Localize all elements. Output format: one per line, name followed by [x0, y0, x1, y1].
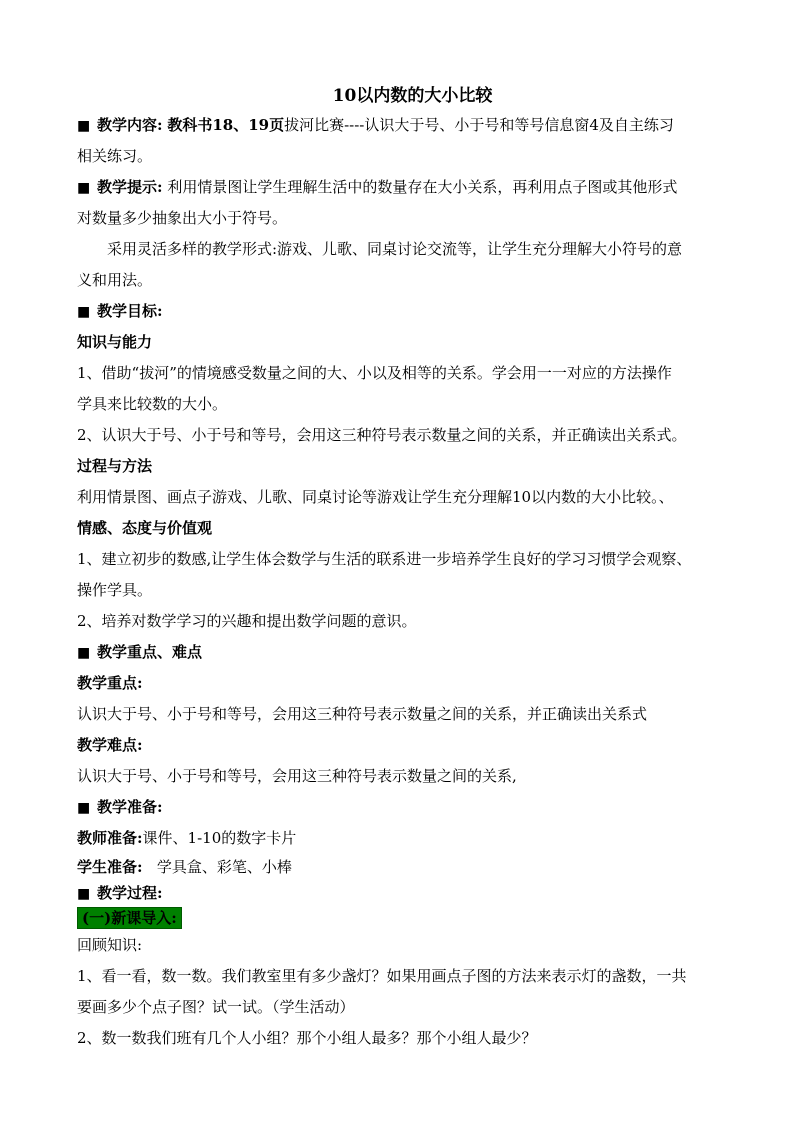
student-prep-line — [77, 854, 720, 880]
bullet-square: ■ — [77, 800, 91, 816]
keypoint-label: 教学重点、难点 — [97, 643, 203, 661]
document-page — [77, 82, 720, 1054]
section1-line — [77, 906, 720, 930]
prep-heading — [77, 792, 720, 823]
emotion-1a: 1、建立初步的数感,让学生体会数学与生活的联系进一步培养学生良好的学习习惯学会观察、 — [77, 550, 692, 568]
prep-label: 教学准备: — [97, 798, 163, 816]
content-line-1 — [77, 110, 720, 141]
bullet-square: ■ — [77, 118, 91, 134]
emotion-heading: 情感、态度与价值观 — [77, 519, 213, 537]
teacher-prep-line — [77, 823, 720, 854]
emotion-2: 2、培养对数学学习的兴趣和提出数学问题的意识。 — [77, 612, 417, 630]
review-1b: 要画多少个点子图？试一试。（学生活动） — [77, 998, 355, 1016]
process2-heading — [77, 880, 720, 906]
goal-label: 教学目标: — [97, 302, 163, 320]
difficulty-heading: 教学难点: — [77, 736, 143, 754]
knowledge-2: 2、认识大于号、小于号和等号，会用这三种符号表示数量之间的关系，并正确读出关系式。 — [77, 426, 687, 444]
content-label: 教学内容: — [97, 116, 163, 134]
method-line-1: 采用灵活多样的教学形式:游戏、儿歌、同桌讨论交流等，让学生充分理解大小符号的意 — [107, 240, 683, 258]
focus-text: 认识大于号、小于号和等号，会用这三种符号表示数量之间的关系，并正确读出关系式 — [77, 705, 648, 723]
content-text: 拔河比赛----认识大于号、小于号和等号信息窗4及自主练习 — [284, 116, 674, 134]
section1-highlight: (一)新课导入: — [77, 907, 182, 929]
student-prep-text: 学具盒、彩笔、小棒 — [156, 858, 292, 876]
keypoint-heading — [77, 637, 720, 668]
goal-heading — [77, 296, 720, 327]
process2-label: 教学过程: — [97, 884, 163, 902]
page-title: 10以内数的大小比较 — [332, 86, 493, 106]
review-1a: 1、看一看，数一数。我们教室里有多少盏灯？如果用画点子图的方法来表示灯的盏数，一共 — [77, 967, 687, 985]
process-text: 利用情景图、画点子游戏、儿歌、同桌讨论等游戏让学生充分理解10以内数的大小比较。、 — [77, 488, 674, 506]
method-line-2: 义和用法。 — [77, 271, 153, 289]
bullet-square: ■ — [77, 180, 91, 196]
review-2: 2、数一数我们班有几个人小组？那个小组人最多？那个小组人最少？ — [77, 1029, 537, 1047]
content-line-2: 相关练习。 — [77, 147, 153, 165]
knowledge-1a: 1、借助“拔河”的情境感受数量之间的大、小以及相等的关系。学会用一一对应的方法操作 — [77, 364, 672, 382]
difficulty-text: 认识大于号、小于号和等号，会用这三种符号表示数量之间的关系, — [77, 767, 517, 785]
knowledge-heading: 知识与能力 — [77, 333, 153, 351]
hint-line-2: 对数量多少抽象出大小于符号。 — [77, 209, 288, 227]
hint-line-1 — [77, 172, 720, 203]
emotion-1b: 操作学具。 — [77, 581, 153, 599]
knowledge-1b: 学具来比较数的大小。 — [77, 395, 228, 413]
bullet-square: ■ — [77, 886, 91, 902]
teacher-prep-label: 教师准备: — [77, 829, 143, 847]
review-heading: 回顾知识: — [77, 936, 143, 954]
focus-heading: 教学重点: — [77, 674, 143, 692]
bullet-square: ■ — [77, 304, 91, 320]
process-heading: 过程与方法 — [77, 457, 153, 475]
teacher-prep-text: 课件、1-10的数字卡片 — [142, 829, 297, 847]
content-text-bold: 教科书18、19页 — [167, 116, 285, 134]
bullet-square: ■ — [77, 645, 91, 661]
student-prep-label: 学生准备: — [77, 858, 143, 876]
hint-label: 教学提示: — [97, 178, 163, 196]
hint-text: 利用情景图让学生理解生活中的数量存在大小关系，再利用点子图或其他形式 — [167, 178, 678, 196]
